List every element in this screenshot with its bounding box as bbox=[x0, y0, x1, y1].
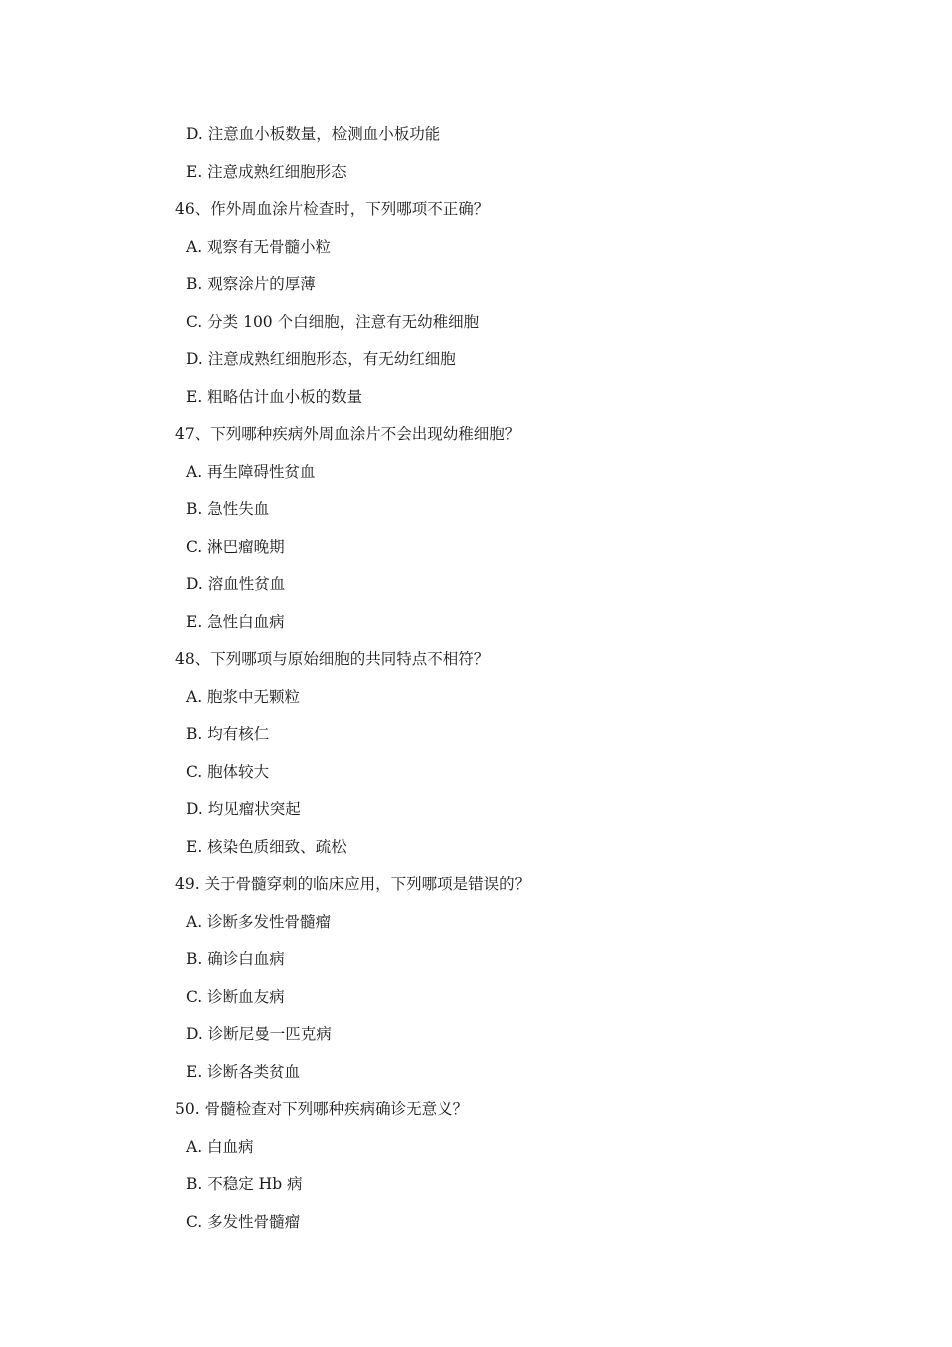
answer-option: A. 观察有无骨髓小粒 bbox=[186, 237, 332, 256]
question-text: 47、下列哪种疾病外周血涂片不会出现幼稚细胞？ bbox=[175, 425, 521, 443]
answer-option: C. 多发性骨髓瘤 bbox=[186, 1212, 301, 1231]
answer-option: A. 再生障碍性贫血 bbox=[186, 462, 316, 481]
answer-option: C. 诊断血友病 bbox=[186, 987, 285, 1006]
answer-option: E. 粗略估计血小板的数量 bbox=[186, 387, 363, 406]
answer-option: B. 均有核仁 bbox=[186, 725, 270, 743]
answer-option: D. 注意血小板数量，检测血小板功能 bbox=[186, 125, 441, 143]
answer-option: E. 注意成熟红细胞形态 bbox=[186, 162, 347, 181]
answer-option: D. 溶血性贫血 bbox=[186, 575, 286, 593]
answer-option: B. 不稳定 Hb 病 bbox=[186, 1175, 303, 1193]
answer-option: C. 分类 100 个白细胞，注意有无幼稚细胞 bbox=[186, 312, 480, 331]
answer-option: E. 核染色质细致、疏松 bbox=[186, 837, 347, 856]
answer-option: B. 急性失血 bbox=[186, 500, 270, 518]
answer-option: B. 确诊白血病 bbox=[186, 950, 285, 968]
question-text: 50. 骨髓检查对下列哪种疾病确诊无意义？ bbox=[175, 1100, 469, 1118]
answer-option: D. 注意成熟红细胞形态，有无幼红细胞 bbox=[186, 350, 456, 368]
answer-option: C. 胞体较大 bbox=[186, 762, 270, 781]
answer-option: A. 胞浆中无颗粒 bbox=[186, 687, 301, 706]
question-text: 48、下列哪项与原始细胞的共同特点不相符？ bbox=[175, 650, 490, 668]
question-text: 46、作外周血涂片检查时，下列哪项不正确？ bbox=[175, 200, 490, 218]
answer-option: E. 急性白血病 bbox=[186, 612, 285, 631]
question-text: 49. 关于骨髓穿刺的临床应用，下列哪项是错误的？ bbox=[175, 875, 531, 893]
answer-option: A. 诊断多发性骨髓瘤 bbox=[186, 912, 332, 931]
answer-option: D. 均见瘤状突起 bbox=[186, 800, 301, 818]
answer-option: E. 诊断各类贫血 bbox=[186, 1062, 301, 1081]
answer-option: C. 淋巴瘤晚期 bbox=[186, 537, 285, 556]
answer-option: B. 观察涂片的厚薄 bbox=[186, 275, 316, 293]
exam-content bbox=[175, 122, 875, 1247]
answer-option: D. 诊断尼曼一匹克病 bbox=[186, 1025, 332, 1043]
answer-option: A. 白血病 bbox=[186, 1137, 254, 1156]
